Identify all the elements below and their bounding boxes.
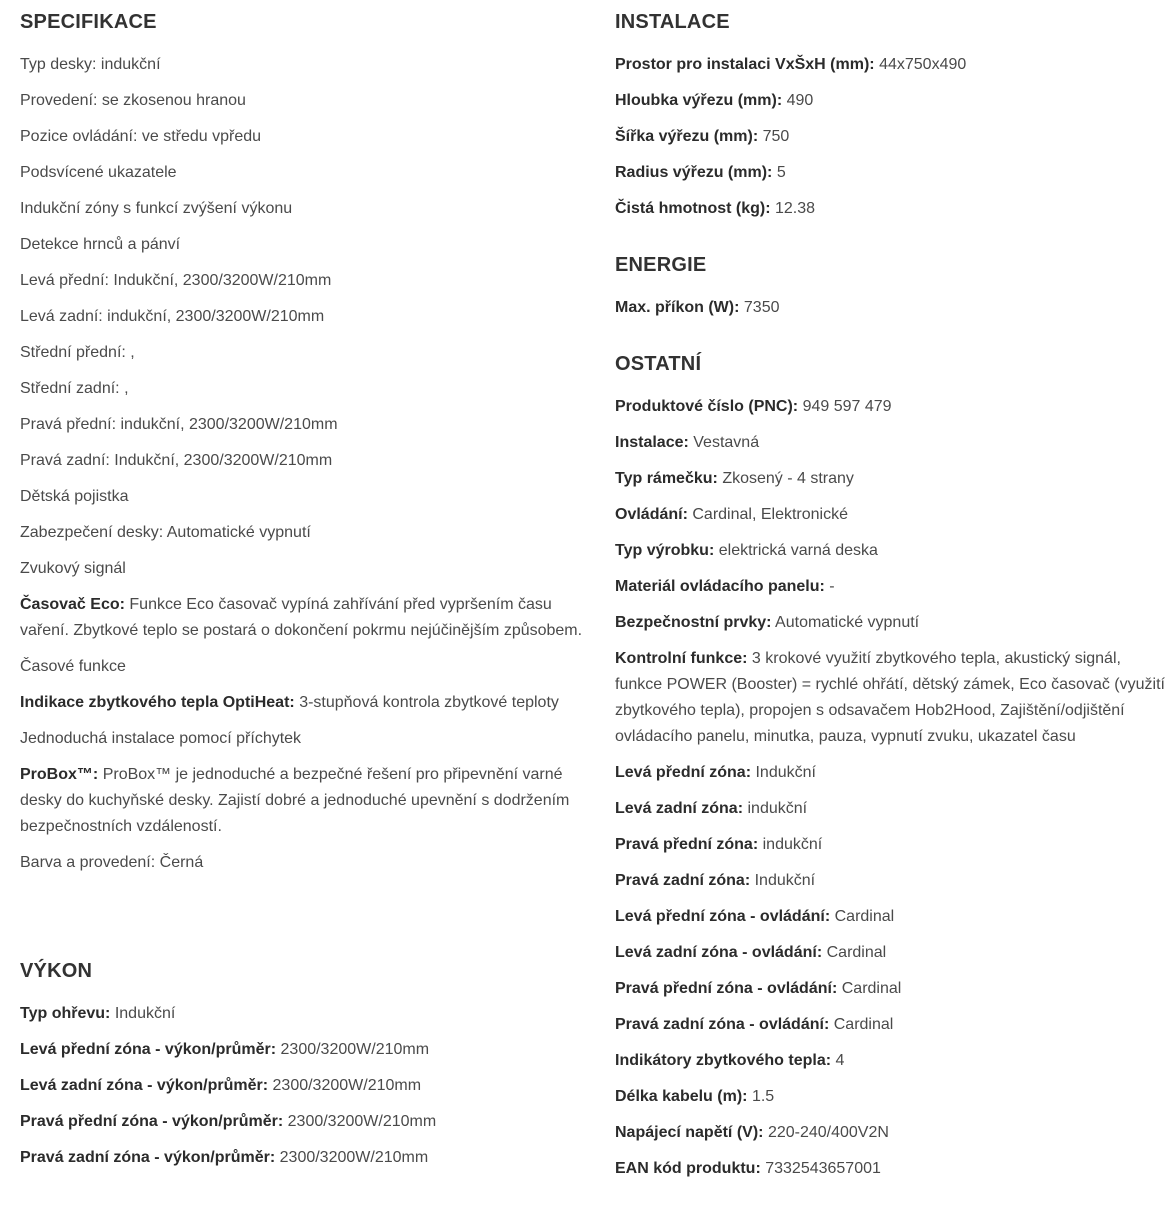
spec-value: 7332543657001 <box>765 1160 881 1177</box>
spec-label: Šířka výřezu (mm): <box>615 128 759 145</box>
spec-item <box>615 88 1165 114</box>
spec-label: Levá zadní zóna: <box>615 800 744 817</box>
spec-value: Střední zadní: , <box>20 380 129 397</box>
spec-item <box>20 850 595 876</box>
spec-value: Indukční <box>114 1005 176 1022</box>
spec-value: indukční <box>762 836 823 853</box>
spec-item <box>20 124 595 150</box>
section-instalace <box>615 9 1165 222</box>
spec-value: Zabezpečení desky: Automatické vypnutí <box>20 524 311 541</box>
spec-value: 2300/3200W/210mm <box>287 1113 437 1130</box>
spec-item <box>615 1084 1165 1110</box>
spec-value: Pravá přední: indukční, 2300/3200W/210mm <box>20 416 338 433</box>
section-title: INSTALACE <box>615 11 730 33</box>
spec-label: Levá zadní zóna - ovládání: <box>615 944 823 961</box>
spec-label: EAN kód produktu: <box>615 1160 761 1177</box>
spec-item <box>615 976 1165 1002</box>
spec-list <box>615 295 1165 321</box>
spec-item <box>20 412 595 438</box>
spec-value: 750 <box>762 128 790 145</box>
spec-item <box>20 520 595 546</box>
spec-label: Indikace zbytkového tepla OptiHeat: <box>20 694 295 711</box>
spec-item <box>615 868 1165 894</box>
spec-item <box>615 760 1165 786</box>
spec-value: 220-240/400V2N <box>767 1124 889 1141</box>
spec-item <box>615 196 1165 222</box>
spec-value: Dětská pojistka <box>20 488 129 505</box>
spec-value: Cardinal <box>826 944 887 961</box>
spec-label: Kontrolní funkce: <box>615 650 748 667</box>
spec-item <box>615 1012 1165 1038</box>
spec-label: Radius výřezu (mm): <box>615 164 773 181</box>
spec-label: Bezpečnostní prvky: <box>615 614 772 631</box>
spec-label: Levá zadní zóna - výkon/průměr: <box>20 1077 269 1094</box>
spec-item <box>615 502 1165 528</box>
spec-label: Typ ohřevu: <box>20 1005 111 1022</box>
spec-item <box>20 556 595 582</box>
spec-item <box>615 466 1165 492</box>
spec-label: Ovládání: <box>615 506 688 523</box>
spec-value: Cardinal <box>833 1016 894 1033</box>
spec-item <box>20 690 595 716</box>
spec-value: Indukční <box>754 872 816 889</box>
spec-value: indukční <box>747 800 808 817</box>
spec-value: ProBox™ je jednoduché a bezpečné řešení pro připevnění varné desky do kuchyňské desky. Zajistí dobré a jednoduché upevnění s dodržením bezpečnostních vzdáleností. <box>20 766 570 835</box>
spec-value: 5 <box>776 164 786 181</box>
spec-item <box>615 832 1165 858</box>
spec-value: 3 krokové využití zbytkového tepla, akustický signál, funkce POWER (Booster) = rychlé ohřátí, dětský zámek, Eco časovač (využití zbytkového tepla), propojen s odsavačem Hob2Hood, Zajištění/odjištění ovládacího panelu, minutka, pauza, vypnutí zvuku, ukazatel času <box>615 650 1165 745</box>
spec-item <box>20 726 595 752</box>
spec-item <box>615 430 1165 456</box>
spec-label: Čistá hmotnost (kg): <box>615 200 771 217</box>
spec-value: Cardinal <box>841 980 902 997</box>
spec-label: ProBox™: <box>20 766 99 783</box>
spec-value: Časové funkce <box>20 658 126 675</box>
section-title: SPECIFIKACE <box>20 11 157 33</box>
section-title: VÝKON <box>20 960 93 982</box>
spec-value: 2300/3200W/210mm <box>272 1077 422 1094</box>
spec-item <box>20 1001 595 1027</box>
spec-item <box>20 592 595 644</box>
spec-value: 2300/3200W/210mm <box>280 1041 430 1058</box>
spec-value: - <box>829 578 835 595</box>
spec-label: Instalace: <box>615 434 689 451</box>
spec-value: Detekce hrnců a pánví <box>20 236 181 253</box>
section-title: OSTATNÍ <box>615 353 702 375</box>
spec-item <box>20 304 595 330</box>
spec-label: Materiál ovládacího panelu: <box>615 578 825 595</box>
spec-value: 3-stupňová kontrola zbytkové teploty <box>299 694 559 711</box>
spec-value: Indukční <box>755 764 816 781</box>
spec-value: Pozice ovládání: ve středu vpředu <box>20 128 262 145</box>
spec-value: Automatické vypnutí <box>775 614 920 631</box>
spec-label: Časovač Eco: <box>20 596 125 613</box>
spec-label: Pravá přední zóna: <box>615 836 759 853</box>
spec-value: Cardinal, Elektronické <box>692 506 848 523</box>
section-ostatni <box>615 351 1165 1182</box>
spec-item <box>20 160 595 186</box>
spec-item <box>615 394 1165 420</box>
spec-value: Pravá zadní: Indukční, 2300/3200W/210mm <box>20 452 333 469</box>
spec-value: 490 <box>786 92 814 109</box>
spec-value: 4 <box>835 1052 845 1069</box>
spec-value: elektrická varná deska <box>718 542 878 559</box>
spec-item <box>20 762 595 840</box>
spec-value: Zvukový signál <box>20 560 126 577</box>
spec-value: 2300/3200W/210mm <box>279 1149 429 1166</box>
section-title: ENERGIE <box>615 254 707 276</box>
spec-label: Max. příkon (W): <box>615 299 740 316</box>
spec-item <box>615 124 1165 150</box>
spec-item <box>20 1109 595 1135</box>
spec-value: 7350 <box>743 299 780 316</box>
spec-item <box>20 1073 595 1099</box>
spec-label: Hloubka výřezu (mm): <box>615 92 783 109</box>
spec-value: Střední přední: , <box>20 344 135 361</box>
spec-item <box>615 295 1165 321</box>
spec-value: Levá přední: Indukční, 2300/3200W/210mm <box>20 272 332 289</box>
spec-label: Typ rámečku: <box>615 470 718 487</box>
spec-item <box>615 646 1165 750</box>
spec-list <box>615 394 1165 1182</box>
spec-item <box>20 232 595 258</box>
spec-item <box>615 52 1165 78</box>
spec-value: Provedení: se zkosenou hranou <box>20 92 246 109</box>
spec-item <box>20 340 595 366</box>
spec-item <box>20 484 595 510</box>
spec-item <box>615 610 1165 636</box>
spec-value: Jednoduchá instalace pomocí příchytek <box>20 730 302 747</box>
spec-label: Pravá přední zóna - ovládání: <box>615 980 838 997</box>
spec-label: Pravá zadní zóna - ovládání: <box>615 1016 830 1033</box>
spec-item <box>615 160 1165 186</box>
spec-item <box>20 52 595 78</box>
section-vykon <box>20 958 595 1171</box>
spec-label: Typ výrobku: <box>615 542 715 559</box>
spec-label: Prostor pro instalaci VxŠxH (mm): <box>615 56 875 73</box>
spec-value: Barva a provedení: Černá <box>20 854 204 871</box>
spec-item <box>615 940 1165 966</box>
spec-item <box>20 1037 595 1063</box>
spec-value: Funkce Eco časovač vypíná zahřívání před vypršením času vaření. Zbytkové teplo se postará o dokončení pokrmu nejúčinějším způsobem. <box>20 596 583 639</box>
spec-label: Levá přední zóna: <box>615 764 752 781</box>
spec-label: Napájecí napětí (V): <box>615 1124 764 1141</box>
spec-item <box>20 196 595 222</box>
spec-value: Levá zadní: indukční, 2300/3200W/210mm <box>20 308 325 325</box>
spec-label: Pravá zadní zóna: <box>615 872 751 889</box>
spec-label: Pravá zadní zóna - výkon/průměr: <box>20 1149 276 1166</box>
spec-value: 949 597 479 <box>802 398 892 415</box>
spec-item <box>615 1120 1165 1146</box>
spec-item <box>20 1145 595 1171</box>
spec-item <box>20 448 595 474</box>
spec-value: Vestavná <box>693 434 760 451</box>
spec-item <box>615 538 1165 564</box>
spec-label: Levá přední zóna - výkon/průměr: <box>20 1041 277 1058</box>
spec-value: Typ desky: indukční <box>20 56 161 73</box>
spec-item <box>20 88 595 114</box>
spec-item <box>615 1048 1165 1074</box>
spec-value: 12.38 <box>775 200 816 217</box>
spec-item <box>615 796 1165 822</box>
spec-item <box>615 1156 1165 1182</box>
spec-label: Pravá přední zóna - výkon/průměr: <box>20 1113 284 1130</box>
spec-item <box>615 904 1165 930</box>
spec-value: Indukční zóny s funkcí zvýšení výkonu <box>20 200 293 217</box>
spec-list <box>615 52 1165 222</box>
spec-list <box>20 52 595 876</box>
spec-label: Produktové číslo (PNC): <box>615 398 799 415</box>
spec-label: Indikátory zbytkového tepla: <box>615 1052 832 1069</box>
spec-value: 1.5 <box>751 1088 775 1105</box>
spec-value: Podsvícené ukazatele <box>20 164 177 181</box>
spec-label: Levá přední zóna - ovládání: <box>615 908 831 925</box>
spec-item <box>615 574 1165 600</box>
spec-value: Cardinal <box>834 908 895 925</box>
spec-list <box>20 1001 595 1171</box>
spec-label: Délka kabelu (m): <box>615 1088 748 1105</box>
section-specifikace <box>20 9 595 876</box>
spec-item <box>20 376 595 402</box>
spec-value: 44x750x490 <box>879 56 967 73</box>
spec-value: Zkosený - 4 strany <box>722 470 854 487</box>
section-energie <box>615 252 1165 321</box>
spec-item <box>20 654 595 680</box>
spec-item <box>20 268 595 294</box>
